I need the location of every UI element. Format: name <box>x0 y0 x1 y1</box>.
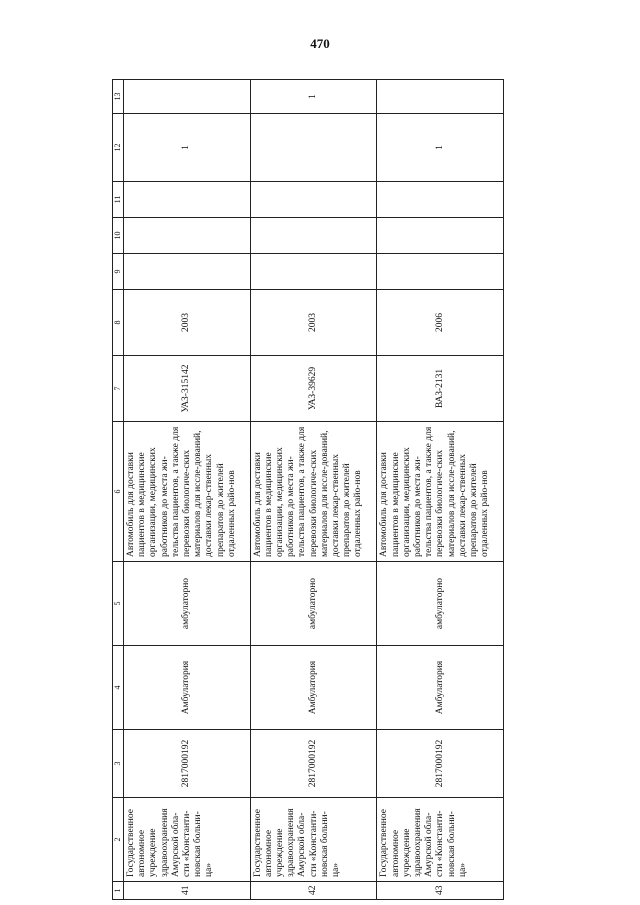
header-cell-1: 1 <box>113 882 124 900</box>
header-cell-11: 11 <box>113 182 124 218</box>
cell-col-12: 1 <box>377 114 504 182</box>
table-body <box>124 80 504 900</box>
header-cell-9: 9 <box>113 254 124 290</box>
cell-col-10 <box>124 218 251 254</box>
page-number: 470 <box>310 36 330 51</box>
header-cell-2: 2 <box>113 798 124 882</box>
organization-name: Государственное автономное учреждение здравоохранения Амурской обла-сти «Константи-новская больни-ца» <box>377 798 504 882</box>
organization-name: Государственное автономное учреждение здравоохранения Амурской обла-сти «Константи-новская больни-ца» <box>250 798 377 882</box>
cell-col-11 <box>124 182 251 218</box>
rotated-table-container <box>112 80 504 900</box>
vehicle-purpose: Автомобиль для доставки пациентов в медицинские организации, медицинских работников до места жи-тельства пациентов, а также для перевозки биологиче-ских материалов для иссле-дований, доставки лекар-ственных препаратов до жителей отдаленных райо-нов <box>250 422 377 562</box>
cell-col-13: 1 <box>250 80 377 114</box>
header-cell-5: 5 <box>113 562 124 646</box>
vehicle-model: ВАЗ-2131 <box>377 356 504 422</box>
cell-col-10 <box>250 218 377 254</box>
inn-code: 2817000192 <box>250 730 377 798</box>
header-cell-7: 7 <box>113 356 124 422</box>
cell-col-13 <box>377 80 504 114</box>
unit-name: Амбулатория <box>124 646 251 730</box>
vehicle-year: 2003 <box>124 290 251 356</box>
cell-col-11 <box>250 182 377 218</box>
cell-col-11 <box>377 182 504 218</box>
care-mode: амбулаторно <box>377 562 504 646</box>
header-cell-3: 3 <box>113 730 124 798</box>
cell-col-9 <box>124 254 251 290</box>
vehicle-purpose: Автомобиль для доставки пациентов в медицинские организации, медицинских работников до места жи-тельства пациентов, а также для перевозки биологиче-ских материалов для иссле-дований, доставки лекар-ственных препаратов до жителей отдаленных райо-нов <box>377 422 504 562</box>
header-cell-8: 8 <box>113 290 124 356</box>
cell-col-10 <box>377 218 504 254</box>
vehicle-year: 2003 <box>250 290 377 356</box>
vehicle-model: УАЗ-315142 <box>124 356 251 422</box>
row-number: 41 <box>124 882 251 900</box>
rotated-table-frame <box>112 80 504 900</box>
header-cell-6: 6 <box>113 422 124 562</box>
cell-col-9 <box>250 254 377 290</box>
cell-col-12: 1 <box>124 114 251 182</box>
table-row <box>377 80 504 900</box>
row-number: 43 <box>377 882 504 900</box>
header-cell-10: 10 <box>113 218 124 254</box>
inn-code: 2817000192 <box>124 730 251 798</box>
cell-col-12 <box>250 114 377 182</box>
vehicle-model: УАЗ-39629 <box>250 356 377 422</box>
organization-name: Государственное автономное учреждение здравоохранения Амурской обла-сти «Константи-новская больни-ца» <box>124 798 251 882</box>
header-cell-4: 4 <box>113 646 124 730</box>
header-cell-12: 12 <box>113 114 124 182</box>
unit-name: Амбулатория <box>250 646 377 730</box>
table-row <box>124 80 251 900</box>
cell-col-13 <box>124 80 251 114</box>
table-header <box>113 80 124 900</box>
registry-table <box>112 79 504 900</box>
cell-col-9 <box>377 254 504 290</box>
row-number: 42 <box>250 882 377 900</box>
care-mode: амбулаторно <box>250 562 377 646</box>
inn-code: 2817000192 <box>377 730 504 798</box>
unit-name: Амбулатория <box>377 646 504 730</box>
header-cell-13: 13 <box>113 80 124 114</box>
vehicle-purpose: Автомобиль для доставки пациентов в медицинские организации, медицинских работников до места жи-тельства пациентов, а также для перевозки биологиче-ских материалов для иссле-дований, доставки лекар-ственных препаратов до жителей отдаленных райо-нов <box>124 422 251 562</box>
vehicle-year: 2006 <box>377 290 504 356</box>
table-row <box>250 80 377 900</box>
header-row <box>113 80 124 900</box>
care-mode: амбулаторно <box>124 562 251 646</box>
